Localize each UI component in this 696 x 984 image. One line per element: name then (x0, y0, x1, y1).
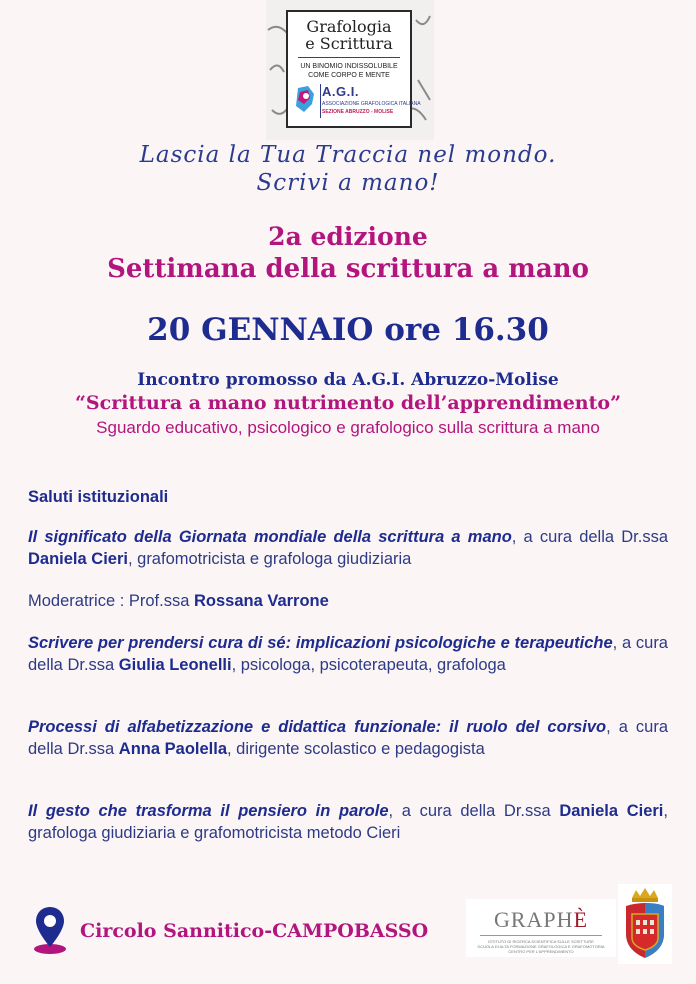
logo-divider (298, 57, 400, 58)
logo-subtitle: UN BINOMIO INDISSOLUBILE COME CORPO E MENTE (300, 63, 398, 79)
event-title: Settimana della scrittura a mano (107, 254, 589, 284)
item1-title: Il significato della Giornata mondiale della scrittura a mano (28, 528, 512, 546)
location-pin-icon (33, 905, 67, 955)
logo-box (286, 10, 421, 128)
item3-speaker: Anna Paolella (118, 740, 227, 758)
program-item-3: Processi di alfabetizzazione e didattica funzionale: il ruolo del corsivo, a cura della Dr.ssa Anna Paolella, dirigente scolastico e pedagogista (28, 718, 669, 758)
item1-speaker: Daniela Cieri (28, 550, 128, 568)
edition-number: 2a edizione (268, 222, 428, 251)
agi-divider (320, 84, 321, 118)
item2-title: Scrivere per prendersi cura di sé: implicazioni psicologiche e terapeutiche (28, 634, 613, 652)
promoter-line: Incontro promosso da A.G.I. Abruzzo-Molise (137, 370, 559, 390)
agi-section: SEZIONE ABRUZZO - MOLISE (322, 109, 394, 115)
logo-title: Grafologia e Scrittura (305, 17, 393, 53)
agi-association-name: ASSOCIAZIONE GRAFOLOGICA ITALIANA (322, 101, 421, 107)
program-greetings: Saluti istituzionali (28, 488, 169, 506)
campobasso-coat-of-arms (618, 884, 672, 964)
event-date-time: 20 GENNAIO ore 16.30 (147, 312, 549, 348)
graphe-description: ISTITUTO DI RICERCA SCIENTIFICA SULLE SCRITTURE SCUOLA DI ALTA FORMAZIONE GRAFOLOGICA E GRAFOMOTORIA CENTRO PER L'APPRENDIMENTO (477, 939, 605, 954)
graphe-logo: GRAPHÈ ISTITUTO DI RICERCA SCIENTIFICA SULLE SCRITTURE SCUOLA DI ALTA FORMAZIONE GRAFOLOGICA E GRAFOMOTORIA CENTRO PER L'APPRENDIMENTO (466, 899, 616, 957)
agi-profile-icon (294, 84, 318, 114)
program-moderator: Moderatrice : Prof.ssa Rossana Varrone (28, 592, 329, 610)
program-item-1: Il significato della Giornata mondiale della scrittura a mano, a cura della Dr.ssa Daniela Cieri, grafomotricista e grafologa giudiziaria (28, 528, 668, 568)
item4-speaker: Daniela Cieri (559, 802, 664, 820)
talk-subtitle: Sguardo educativo, psicologico e grafologico sulla scrittura a mano (96, 418, 600, 437)
coat-of-arms-icon (618, 884, 672, 964)
venue-name: Circolo Sannitico-CAMPOBASSO (80, 920, 429, 942)
talk-title: “Scrittura a mano nutrimento dell’apprendimento” (75, 392, 621, 414)
item4-title: Il gesto che trasforma il pensiero in parole (28, 802, 389, 820)
program-item-4: Il gesto che trasforma il pensiero in parole, a cura della Dr.ssa Daniela Cieri, grafologa giudiziaria e grafomotricista metodo Cieri (28, 802, 668, 842)
item2-speaker: Giulia Leonelli (118, 656, 232, 674)
moderator-name: Rossana Varrone (193, 592, 329, 610)
grafologia-scrittura-logo (266, 0, 434, 140)
program-item-2: Scrivere per prendersi cura di sé: implicazioni psicologiche e terapeutiche, a cura della Dr.ssa Giulia Leonelli, psicologa, psicoterapeuta, grafologa (28, 634, 668, 674)
agi-acronym: A.G.I. (322, 84, 359, 99)
tagline-line2: Scrivi a mano! (256, 170, 440, 196)
item3-title: Processi di alfabetizzazione e didattica funzionale: il ruolo del corsivo (28, 718, 607, 736)
tagline-line1: Lascia la Tua Traccia nel mondo. (139, 142, 557, 168)
